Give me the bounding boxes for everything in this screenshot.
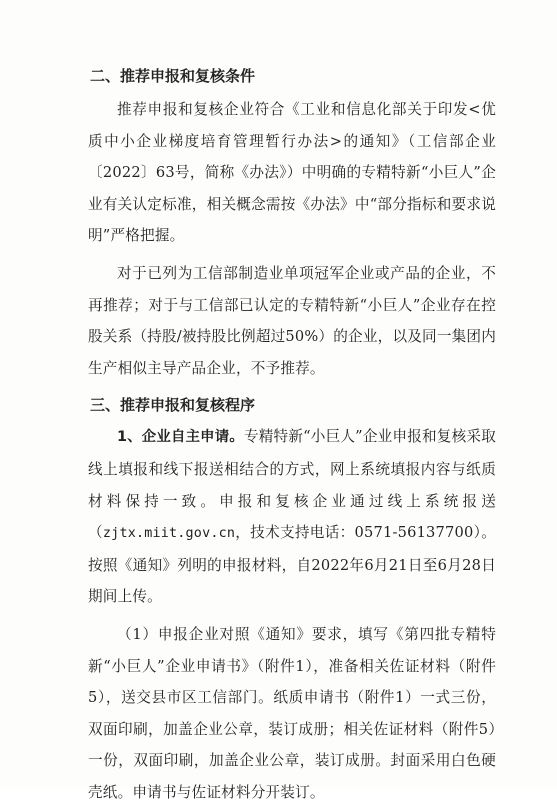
self-application-text-cont: ，技术支持电话：0571-56137700）。按照《通知》列明的申报材料，自2022年6月21日至6月28日期间上传。 [88, 524, 497, 606]
paragraph-self-application [88, 421, 496, 613]
paragraph-conditions-standard: 推荐申报和复核企业符合《工业和信息化部关于印发<优质中小企业梯度培育管理暂行办法>的通知》（工信部企业〔2022〕63号，简称《办法》）中明确的专精特新“小巨人”企业有关认定标准，相关概念需按《办法》中“部分指标和要求说明”严格把握。 [88, 101, 496, 245]
section-heading-procedure: 三、推荐申报和复核程序 [90, 396, 256, 415]
self-application-text: 专精特新“小巨人”企业申报和复核采取线上填报和线下报送相结合的方式，网上系统填报内容与纸质材料保持一致。申报和复核企业通过线上系统报送（ [88, 428, 496, 542]
document-body [88, 64, 496, 808]
paragraph-conditions-exclusions: 对于已列为工信部制造业单项冠军企业或产品的企业，不再推荐；对于与工信部已认定的专精特新“小巨人”企业存在控股关系（持股/被持股比例超过50%）的企业，以及同一集团内生产相似主导产品企业，不予推荐。 [88, 264, 496, 377]
item-lead-self-application: 1、企业自主申请。 [117, 429, 244, 446]
paragraph-application-materials: （1）申报企业对照《通知》要求，填写《第四批专精特新“小巨人”企业申请书》（附件1），准备相关佐证材料（附件5），送交县市区工信部门。纸质申请书（附件1）一式三份，双面印刷，加盖企业公章，装订成册；相关佐证材料（附件5）一份，双面印刷，加盖企业公章，装订成册。封面采用白色硬壳纸。申请书与佐证材料分开装订。 [88, 625, 496, 801]
submission-url: zjtx.miit.gov.cn [102, 526, 236, 542]
section-heading-conditions: 二、推荐申报和复核条件 [90, 67, 256, 85]
